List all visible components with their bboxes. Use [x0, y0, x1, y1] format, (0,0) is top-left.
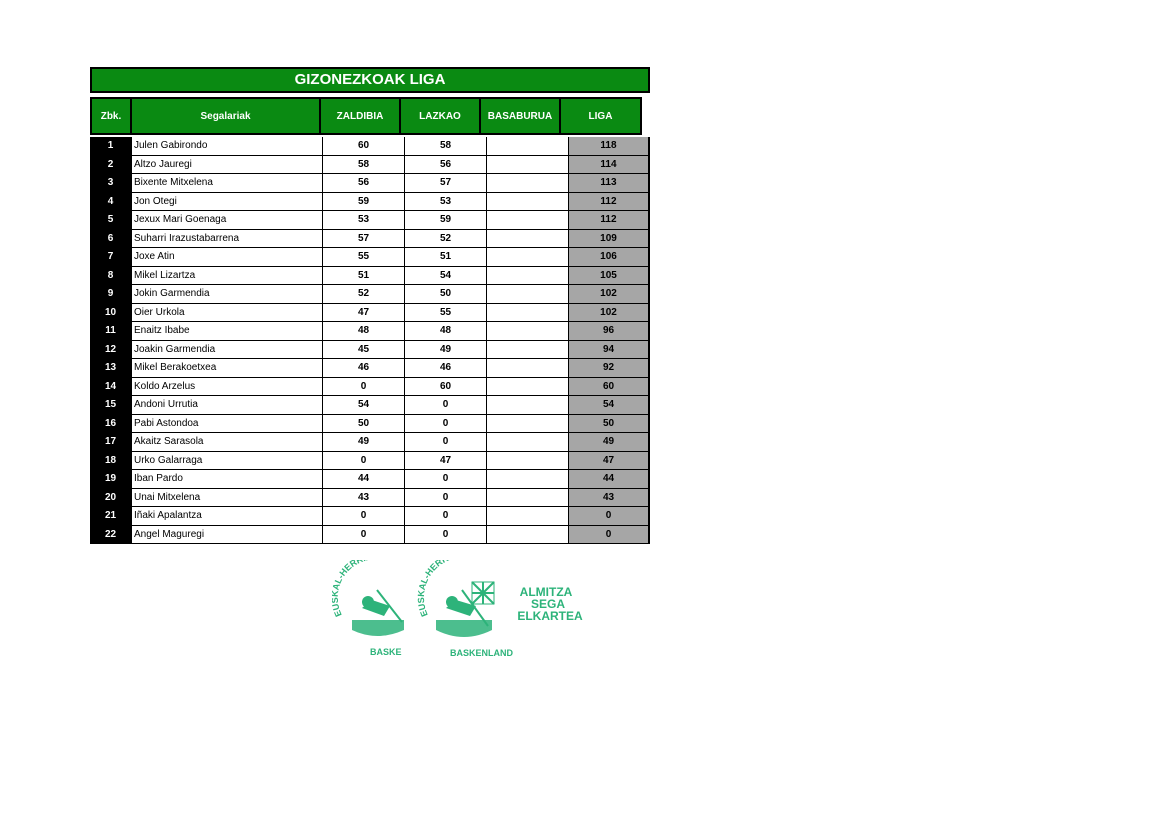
liga-total-cell: 43 — [569, 489, 650, 508]
table-row — [90, 248, 650, 267]
rank-cell: 5 — [90, 211, 132, 230]
liga-total-cell: 114 — [569, 156, 650, 175]
name-cell: Iñaki Apalantza — [132, 507, 323, 526]
zaldibia-cell: 46 — [323, 359, 405, 378]
rank-cell: 17 — [90, 433, 132, 452]
lazkao-cell: 0 — [405, 489, 487, 508]
table-row — [90, 193, 650, 212]
name-cell: Mikel Lizartza — [132, 267, 323, 286]
zaldibia-cell: 0 — [323, 507, 405, 526]
rank-cell: 13 — [90, 359, 132, 378]
rank-cell: 19 — [90, 470, 132, 489]
basaburua-cell — [487, 341, 569, 360]
basaburua-cell — [487, 378, 569, 397]
lazkao-cell: 56 — [405, 156, 487, 175]
zaldibia-cell: 43 — [323, 489, 405, 508]
rank-cell: 15 — [90, 396, 132, 415]
name-cell: Jokin Garmendia — [132, 285, 323, 304]
liga-total-cell: 105 — [569, 267, 650, 286]
zaldibia-cell: 49 — [323, 433, 405, 452]
basaburua-cell — [487, 174, 569, 193]
basaburua-cell — [487, 526, 569, 545]
lazkao-cell: 57 — [405, 174, 487, 193]
liga-total-cell: 0 — [569, 507, 650, 526]
header-name: Segalariak — [130, 97, 321, 135]
basaburua-cell — [487, 285, 569, 304]
rank-cell: 12 — [90, 341, 132, 360]
zaldibia-cell: 45 — [323, 341, 405, 360]
liga-total-cell: 0 — [569, 526, 650, 545]
lazkao-cell: 0 — [405, 507, 487, 526]
basaburua-cell — [487, 267, 569, 286]
name-cell: Mikel Berakoetxea — [132, 359, 323, 378]
header-zaldibia: ZALDIBIA — [319, 97, 401, 135]
rank-cell: 2 — [90, 156, 132, 175]
table-row — [90, 359, 650, 378]
zaldibia-cell: 47 — [323, 304, 405, 323]
liga-total-cell: 102 — [569, 304, 650, 323]
basaburua-cell — [487, 137, 569, 156]
name-cell: Unai Mitxelena — [132, 489, 323, 508]
basaburua-cell — [487, 396, 569, 415]
name-cell: Bixente Mitxelena — [132, 174, 323, 193]
rank-cell: 4 — [90, 193, 132, 212]
rank-cell: 22 — [90, 526, 132, 545]
org-line3: ELKARTEA — [517, 609, 583, 623]
lazkao-cell: 51 — [405, 248, 487, 267]
header-lazkao: LAZKAO — [399, 97, 481, 135]
name-cell: Pabi Astondoa — [132, 415, 323, 434]
basque-stamps-logo — [332, 560, 592, 660]
lazkao-cell: 46 — [405, 359, 487, 378]
left-stamp-bottom-text: BASKE — [370, 647, 402, 657]
table-row — [90, 378, 650, 397]
table-row — [90, 433, 650, 452]
liga-total-cell: 60 — [569, 378, 650, 397]
table-body — [90, 137, 650, 544]
lazkao-cell: 58 — [405, 137, 487, 156]
zaldibia-cell: 0 — [323, 378, 405, 397]
lazkao-cell: 0 — [405, 415, 487, 434]
name-cell: Koldo Arzelus — [132, 378, 323, 397]
lazkao-cell: 53 — [405, 193, 487, 212]
lazkao-cell: 60 — [405, 378, 487, 397]
name-cell: Iban Pardo — [132, 470, 323, 489]
header-basaburua: BASABURUA — [479, 97, 561, 135]
liga-total-cell: 92 — [569, 359, 650, 378]
name-cell: Andoni Urrutia — [132, 396, 323, 415]
basaburua-cell — [487, 304, 569, 323]
liga-total-cell: 94 — [569, 341, 650, 360]
left-stamp-top-text: E L-HER — [332, 560, 359, 619]
sheet-title: GIZONEZKOAK LIGA — [90, 67, 650, 93]
lazkao-cell: 0 — [405, 433, 487, 452]
zaldibia-cell: 57 — [323, 230, 405, 249]
lazkao-cell: 54 — [405, 267, 487, 286]
liga-total-cell: 112 — [569, 211, 650, 230]
zaldibia-cell: 55 — [323, 248, 405, 267]
basaburua-cell — [487, 230, 569, 249]
header-num: Zbk. — [90, 97, 132, 135]
zaldibia-cell: 54 — [323, 396, 405, 415]
name-cell: Angel Maguregi — [132, 526, 323, 545]
table-row — [90, 230, 650, 249]
table-row — [90, 526, 650, 545]
basaburua-cell — [487, 415, 569, 434]
header-liga: LIGA — [559, 97, 642, 135]
basaburua-cell — [487, 193, 569, 212]
liga-total-cell: 50 — [569, 415, 650, 434]
zaldibia-cell: 50 — [323, 415, 405, 434]
table-row — [90, 285, 650, 304]
liga-total-cell: 47 — [569, 452, 650, 471]
basaburua-cell — [487, 359, 569, 378]
rank-cell: 20 — [90, 489, 132, 508]
name-cell: Joakin Garmendia — [132, 341, 323, 360]
rank-cell: 16 — [90, 415, 132, 434]
basaburua-cell — [487, 322, 569, 341]
liga-total-cell: 54 — [569, 396, 650, 415]
liga-total-cell: 96 — [569, 322, 650, 341]
liga-total-cell: 44 — [569, 470, 650, 489]
name-cell: Jexux Mari Goenaga — [132, 211, 323, 230]
lazkao-cell: 0 — [405, 526, 487, 545]
liga-total-cell: 113 — [569, 174, 650, 193]
name-cell: Suharri Irazustabarrena — [132, 230, 323, 249]
lazkao-cell: 47 — [405, 452, 487, 471]
basaburua-cell — [487, 156, 569, 175]
liga-total-cell: 112 — [569, 193, 650, 212]
table-row — [90, 211, 650, 230]
rank-cell: 6 — [90, 230, 132, 249]
zaldibia-cell: 0 — [323, 526, 405, 545]
name-cell: Joxe Atin — [132, 248, 323, 267]
lazkao-cell: 59 — [405, 211, 487, 230]
zaldibia-cell: 51 — [323, 267, 405, 286]
basaburua-cell — [487, 452, 569, 471]
table-row — [90, 507, 650, 526]
zaldibia-cell: 52 — [323, 285, 405, 304]
lazkao-cell: 52 — [405, 230, 487, 249]
league-sheet — [90, 67, 650, 544]
basaburua-cell — [487, 248, 569, 267]
table-row — [90, 304, 650, 323]
table-row — [90, 174, 650, 193]
logos — [332, 560, 592, 660]
zaldibia-cell: 59 — [323, 193, 405, 212]
name-cell: Jon Otegi — [132, 193, 323, 212]
zaldibia-cell: 0 — [323, 452, 405, 471]
zaldibia-cell: 58 — [323, 156, 405, 175]
zaldibia-cell: 44 — [323, 470, 405, 489]
lazkao-cell: 49 — [405, 341, 487, 360]
rank-cell: 3 — [90, 174, 132, 193]
liga-total-cell: 102 — [569, 285, 650, 304]
table-header — [90, 97, 650, 135]
org-line1: ALMITZA — [519, 585, 573, 599]
name-cell: Urko Galarraga — [132, 452, 323, 471]
rank-cell: 8 — [90, 267, 132, 286]
zaldibia-cell: 53 — [323, 211, 405, 230]
rank-cell: 10 — [90, 304, 132, 323]
table-row — [90, 489, 650, 508]
name-cell: Altzo Jauregi — [132, 156, 323, 175]
liga-total-cell: 109 — [569, 230, 650, 249]
rank-cell: 1 — [90, 137, 132, 156]
org-line2: SEGA — [530, 597, 566, 611]
lazkao-cell: 0 — [405, 470, 487, 489]
table-row — [90, 415, 650, 434]
lazkao-cell: 48 — [405, 322, 487, 341]
table-row — [90, 341, 650, 360]
lazkao-cell: 50 — [405, 285, 487, 304]
lazkao-cell: 55 — [405, 304, 487, 323]
zaldibia-cell: 56 — [323, 174, 405, 193]
table-row — [90, 137, 650, 156]
lazkao-cell: 0 — [405, 396, 487, 415]
zaldibia-cell: 48 — [323, 322, 405, 341]
right-stamp-top-text: EUSKAL-HER — [415, 560, 445, 619]
liga-total-cell: 106 — [569, 248, 650, 267]
basaburua-cell — [487, 470, 569, 489]
zaldibia-cell: 60 — [323, 137, 405, 156]
name-cell: Akaitz Sarasola — [132, 433, 323, 452]
rank-cell: 11 — [90, 322, 132, 341]
basaburua-cell — [487, 433, 569, 452]
right-stamp-bottom-text: BASKENLAND — [450, 648, 513, 658]
basaburua-cell — [487, 211, 569, 230]
name-cell: Julen Gabirondo — [132, 137, 323, 156]
name-cell: Enaitz Ibabe — [132, 322, 323, 341]
basaburua-cell — [487, 507, 569, 526]
rank-cell: 18 — [90, 452, 132, 471]
liga-total-cell: 118 — [569, 137, 650, 156]
basaburua-cell — [487, 489, 569, 508]
rank-cell: 14 — [90, 378, 132, 397]
table-row — [90, 452, 650, 471]
rank-cell: 7 — [90, 248, 132, 267]
table-row — [90, 396, 650, 415]
rank-cell: 21 — [90, 507, 132, 526]
table-row — [90, 156, 650, 175]
table-row — [90, 267, 650, 286]
name-cell: Oier Urkola — [132, 304, 323, 323]
rank-cell: 9 — [90, 285, 132, 304]
table-row — [90, 322, 650, 341]
liga-total-cell: 49 — [569, 433, 650, 452]
table-row — [90, 470, 650, 489]
